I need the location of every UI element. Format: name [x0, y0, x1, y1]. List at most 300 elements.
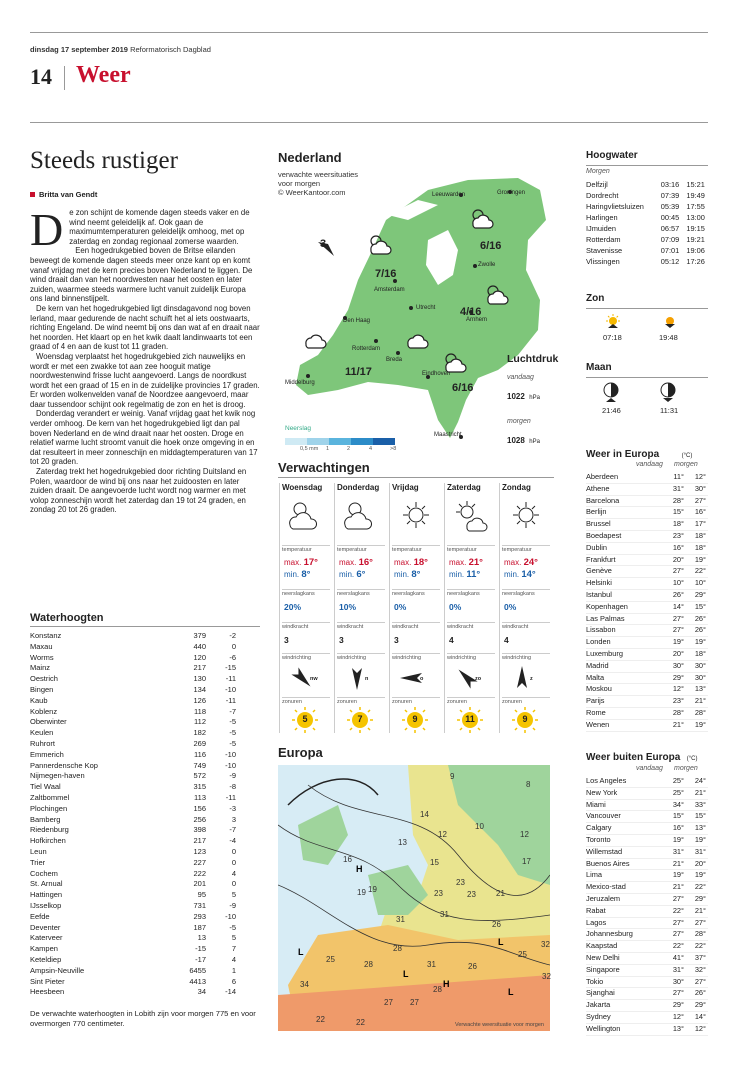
cell-name: Pannerdensche Kop	[30, 760, 98, 770]
forecast-label: windrichting	[502, 653, 550, 661]
cell-change: -11	[225, 674, 236, 684]
weer-europa-header: Weer in Europa (°C)	[586, 449, 693, 460]
cell-name: Ruhrort	[30, 738, 56, 748]
cell-today: 19°	[672, 870, 684, 880]
cell-today: 30°	[672, 660, 684, 670]
table-row	[586, 788, 708, 800]
cell-time: 17:26	[686, 257, 705, 266]
cell-city: Willemstad	[586, 846, 623, 856]
cell-tomorrow: 24°	[694, 776, 706, 785]
forecast-day-zondag	[499, 483, 553, 733]
cell-city: Wellington	[586, 1023, 621, 1033]
cell-today: 22°	[672, 941, 684, 951]
forecast-min-label: min.	[284, 570, 302, 579]
table-row	[586, 673, 708, 685]
forecast-min	[284, 569, 310, 580]
forecast-day-zaterdag	[444, 483, 498, 733]
article-body: De zon schijnt de komende dagen steeds vaker en de wind neemt geleidelijk af. Ook gaan de maximumtemperaturen geleidelijk omhoog, met op zaterdag en zondag regionaal zomerse waarden. Een hogedrukgebied boven de Britse eilanden beweegt de komende dagen steeds meer onze kant op en komt vanaf vrijdag met de kern precies boven Nederland te liggen. De wind draait dan van het noordwesten naar het oosten en later zuiden, waarmee steeds warmere lucht vanuit zuidelijk Europa ons land binnenstijpelt. De kern van het hogedrukgebied ligt dinsdagavond nog boven Ierland, maar gedurende de nacht schuift het al iets oostwaarts, richting Engeland. De wind neemt bij ons dan wat af en draait naar het noorden. Het klaart op en het kwik daalt landinwaarts tot een graad of 4 en aan de kust tot 11 graden. Woensdag verplaatst het hogedrukgebied zich nauwelijks en wordt er met een zwakke tot aan zee hooguit matige noordwestenwind frisse lucht aangevoerd. Langs de noordkust wordt het een graad of 15 en in de zuidelijke provincies 17 graden. Er worden wolkenvelden vanaf de Noordzee aangevoerd, maar daar tussendoor schijnt ook regelmatig de zon en het is droog. Donderdag verandert er weinig. Vanaf vrijdag gaat het kwik nog verder omhoog. De kern van het hogedrukgebied ligt dan pal boven Nederland en de wind draait naar het oosten. Droge en relatief warme lucht stroomt vanuit die hoek onze omgeving in en dat resulteert in meer zonneschijn en middagtemperaturen van 17 tot 20 graden. Zaterdag trekt het hogedrukgebied door richting Duitsland en Polen, waardoor de wind bij ons naar het zuidoosten en later zuiden draait. De aangevoerde lucht wordt nog warmer en met volop zonneschijn wordt het zaterdag dan 19 tot 24 graden, en zondag 20 tot 26 graden.	[30, 204, 260, 515]
wind-direction-label: z	[530, 676, 533, 682]
cell-time: 06:57	[660, 224, 680, 233]
hoogwater-rule	[586, 165, 708, 166]
table-row	[30, 653, 260, 664]
cell-tomorrow: 19°	[694, 637, 706, 647]
article-headline: Steeds rustiger	[30, 147, 178, 174]
cell-tomorrow: 29°	[694, 893, 706, 903]
cell-change: -2	[229, 631, 236, 640]
cell-city: Mexico-stad	[586, 882, 626, 892]
city-label: Rotterdam	[352, 346, 381, 352]
table-row	[586, 847, 708, 859]
cell-today: 21°	[672, 882, 684, 892]
cell-today: 22°	[672, 905, 684, 915]
cell-today: 19°	[672, 834, 684, 844]
table-row	[586, 637, 708, 649]
cell-tomorrow: 18°	[694, 542, 706, 552]
partly-cloudy-icon	[341, 499, 381, 533]
cell-city: Londen	[586, 637, 611, 647]
table-row	[586, 965, 708, 977]
forecast-label: windrichting	[447, 653, 495, 661]
city-label: Utrecht	[416, 305, 436, 311]
forecast-day-name: Woensdag	[282, 483, 323, 492]
cell-name: Katerveer	[30, 933, 63, 943]
table-row	[586, 223, 708, 234]
cell-change: 4	[231, 954, 236, 964]
table-row	[586, 190, 708, 201]
table-row	[30, 869, 260, 880]
cell-tomorrow: 13°	[694, 823, 706, 833]
hoogwater-table	[586, 179, 708, 267]
cell-time: 03:16	[660, 180, 680, 189]
table-row	[30, 707, 260, 718]
table-row	[30, 663, 260, 674]
neerslag-legend-tick: 0,5 mm	[300, 446, 319, 452]
cell-city: Aberdeen	[586, 472, 619, 481]
table-row	[586, 661, 708, 673]
forecast-label: windrichting	[282, 653, 330, 661]
cell-today: 27°	[672, 988, 684, 998]
europa-temp: 12	[520, 830, 529, 839]
waterhoogten-title: Waterhoogten	[30, 612, 104, 624]
forecast-min-value: 6°	[356, 569, 366, 580]
cell-value: 217	[193, 663, 206, 673]
city-label: Breda	[386, 357, 403, 363]
europa-temp: 23	[456, 878, 465, 887]
europa-temp: 26	[468, 962, 477, 971]
cell-value: 13	[197, 933, 206, 943]
cell-change: -7	[229, 825, 236, 835]
cell-today: 28°	[672, 707, 684, 717]
forecast-max	[504, 557, 538, 568]
table-row	[30, 804, 260, 815]
wind-direction-label: zo	[475, 676, 482, 682]
dateline: dinsdag 17 september 2019 Reformatorisch Dagblad	[30, 45, 211, 54]
cell-city: Jeruzalem	[586, 893, 621, 903]
forecast-rain: 20%	[284, 602, 302, 612]
cell-time: 15:21	[686, 180, 705, 189]
cell-today: 34°	[672, 799, 684, 809]
table-row	[586, 496, 708, 508]
neerslag-legend-tick: 2	[347, 446, 351, 452]
forecast-label: temperatuur	[392, 545, 440, 553]
forecast-label: neerslagkans	[337, 589, 385, 597]
europa-temp: 14	[420, 810, 429, 819]
cell-city: Las Palmas	[586, 613, 625, 623]
cell-today: 23°	[672, 696, 684, 706]
nl-temp: 6/16	[480, 240, 502, 252]
nederland-subtitle: verwachte weersituaties voor morgen © WeerKantoor.com	[278, 170, 359, 197]
sun-hours-value: 7	[357, 714, 363, 724]
zon-opkomst: 07:18	[603, 333, 622, 342]
neerslag-legend-tick: 4	[369, 446, 373, 452]
cell-today: 21°	[672, 719, 684, 729]
header-rule	[30, 122, 708, 123]
europa-temp: 27	[384, 998, 393, 1007]
verwachtingen-title: Verwachtingen	[278, 460, 370, 475]
table-row	[30, 815, 260, 826]
table-row	[586, 245, 708, 256]
forecast-day-donderdag	[334, 483, 388, 733]
cell-name: Zaltbommel	[30, 792, 70, 802]
cell-time: 00:45	[660, 213, 680, 222]
cell-city: Toronto	[586, 834, 611, 844]
nl-temp: 4/16	[460, 306, 482, 318]
table-row	[586, 555, 708, 567]
europa-temp: 25	[326, 955, 335, 964]
waterhoogten-rule	[30, 626, 260, 627]
luchtdruk-tomorrow-label: morgen	[507, 418, 531, 425]
cell-tomorrow: 20°	[694, 858, 706, 868]
cell-value: 123	[193, 846, 206, 856]
sun-hours-value: 9	[412, 714, 418, 724]
forecast-label: neerslagkans	[447, 589, 495, 597]
svg-text:L: L	[508, 987, 514, 997]
cell-tomorrow: 12°	[694, 472, 706, 481]
cell-tomorrow: 21°	[694, 905, 706, 915]
cell-name: Tiel Waal	[30, 782, 61, 792]
forecast-label: temperatuur	[282, 545, 330, 553]
wind-direction-icon	[451, 664, 491, 692]
cell-value: 379	[193, 631, 206, 640]
cell-time: 13:00	[686, 213, 705, 222]
article-paragraph: Een hogedrukgebied boven de Britse eilanden beweegt de komende dagen steeds meer onze kant op en komt vanaf vrijdag met de kern precies boven Nederland te liggen. De wind draait dan van het noordwesten naar het oosten en later zuiden, waarmee steeds warmere lucht vanuit zuidelijk Europa ons land binnenstijpelt.	[30, 246, 253, 304]
luchtdruk-today: 1022 hPa	[507, 392, 540, 401]
city-label: Maastricht	[434, 432, 462, 438]
europa-temp: 27	[410, 998, 419, 1007]
cell-value: 269	[193, 738, 206, 748]
forecast-min	[504, 569, 536, 580]
neerslag-legend-tick: 1	[326, 446, 330, 452]
cell-today: 25°	[672, 776, 684, 785]
forecast-wind: 4	[504, 635, 509, 645]
cell-change: -4	[229, 836, 236, 846]
cell-today: 19°	[672, 637, 684, 647]
forecast-min-label: min.	[394, 570, 412, 579]
cell-name: Maxau	[30, 641, 53, 651]
table-row	[30, 966, 260, 977]
cell-city: Lissabon	[586, 625, 616, 635]
forecast-max-label: max.	[394, 558, 414, 567]
sun-hours-value: 9	[522, 714, 528, 724]
cell-city: Istanbul	[586, 589, 612, 599]
cell-city: Lima	[586, 870, 603, 880]
table-row	[586, 472, 708, 484]
table-row	[586, 720, 708, 732]
header-divider	[64, 66, 65, 90]
cell-change: -3	[229, 803, 236, 813]
nl-temp: 11/17	[345, 366, 372, 378]
cell-name: Sint Pieter	[30, 976, 65, 986]
cell-name: St. Arnual	[30, 879, 63, 889]
cell-today: 31°	[672, 964, 684, 974]
cell-change: -14	[225, 987, 236, 997]
city-label: Den Haag	[343, 318, 371, 324]
table-row	[586, 602, 708, 614]
cell-name: Cochem	[30, 868, 58, 878]
table-row	[586, 507, 708, 519]
cell-change: -11	[225, 792, 236, 802]
table-row	[586, 953, 708, 965]
cell-city: Rabat	[586, 905, 606, 915]
cell-name: Oberwinter	[30, 717, 67, 727]
cell-change: -5	[229, 717, 236, 727]
cell-tomorrow: 22°	[694, 941, 706, 951]
table-row	[30, 717, 260, 728]
cell-city: Jakarta	[586, 1000, 611, 1010]
europa-temp: 26	[492, 920, 501, 929]
cell-city: Los Angeles	[586, 776, 627, 785]
europa-temp: 28	[393, 944, 402, 953]
cell-tomorrow: 27°	[694, 917, 706, 927]
forecast-min-value: 8°	[301, 569, 311, 580]
cell-city: Vancouver	[586, 811, 621, 821]
cell-today: 15°	[672, 811, 684, 821]
weer-europa-table	[586, 472, 708, 732]
forecast-label: neerslagkans	[502, 589, 550, 597]
table-row	[30, 890, 260, 901]
table-row	[586, 823, 708, 835]
forecast-max-label: max.	[449, 558, 469, 567]
cell-change: -10	[225, 749, 236, 759]
table-row	[30, 674, 260, 685]
table-row	[586, 519, 708, 531]
waterhoogten-note: De verwachte waterhoogten in Lobith zijn voor morgen 775 en voor overmorgen 770 centimeter.	[30, 1009, 256, 1028]
cell-city: Madrid	[586, 660, 609, 670]
weer-buiten-table	[586, 776, 708, 1036]
cell-change: -8	[229, 782, 236, 792]
svg-text:L: L	[498, 937, 504, 947]
forecast-label: windkracht	[502, 622, 550, 630]
cell-change: 5	[231, 933, 236, 943]
nl-temp: 7/16	[375, 268, 397, 280]
table-row	[586, 1012, 708, 1024]
forecast-max	[449, 557, 483, 568]
wind-direction-icon	[341, 664, 381, 692]
table-row	[586, 894, 708, 906]
cell-value: 120	[193, 652, 206, 662]
city-label: Amsterdam	[374, 287, 405, 293]
cell-time: 05:39	[660, 202, 680, 211]
cell-today: 29°	[672, 1000, 684, 1010]
forecast-day-woensdag	[279, 483, 333, 733]
wind-direction-label: nw	[310, 676, 318, 682]
cell-today: 12°	[672, 1011, 684, 1021]
europa-credit: Verwachte weersituatie voor morgen	[455, 1022, 544, 1028]
cell-value: 182	[193, 728, 206, 738]
cell-value: -17	[195, 954, 206, 964]
article-byline: Britta van Gendt	[30, 190, 97, 199]
svg-text:H: H	[443, 979, 450, 989]
cell-change: 1	[231, 965, 236, 975]
cell-change: -6	[229, 652, 236, 662]
nl-wind-force: 3	[320, 238, 327, 250]
forecast-min	[394, 569, 420, 580]
cell-tomorrow: 28°	[694, 707, 706, 717]
maan-rule	[586, 377, 708, 378]
cell-today: 16°	[672, 542, 684, 552]
cell-today: 12°	[672, 684, 684, 694]
city-label: Arnhem	[466, 317, 488, 323]
luchtdruk-title: Luchtdruk	[507, 353, 559, 365]
europa-temp: 13	[398, 838, 407, 847]
forecast-max-value: 21°	[468, 557, 483, 568]
cell-value: 315	[193, 782, 206, 792]
cell-value: 112	[194, 717, 206, 727]
cell-tomorrow: 29°	[694, 1000, 706, 1010]
wind-direction-icon	[286, 664, 326, 692]
cell-today: 14°	[672, 601, 684, 611]
cell-tomorrow: 15°	[694, 601, 706, 611]
cell-change: -7	[229, 706, 236, 716]
hoogwater-sublabel: Morgen	[586, 168, 610, 175]
cell-name: Hofkirchen	[30, 836, 66, 846]
cell-value: 187	[193, 922, 206, 932]
table-row	[586, 696, 708, 708]
cell-value: 222	[193, 868, 206, 878]
cell-time: 05:12	[660, 257, 680, 266]
cell-time: 19:06	[686, 246, 705, 255]
table-row	[30, 739, 260, 750]
cell-change: 5	[231, 890, 236, 900]
forecast-day-name: Donderdag	[337, 483, 380, 492]
cell-tomorrow: 19°	[694, 870, 706, 880]
table-row	[586, 906, 708, 918]
wind-direction-icon	[396, 664, 436, 692]
table-row	[586, 543, 708, 555]
cell-name: Dordrecht	[586, 191, 619, 200]
cell-today: 27°	[672, 566, 684, 576]
cell-change: -5	[229, 738, 236, 748]
cell-today: 20°	[672, 554, 684, 564]
cell-city: Buenos Aires	[586, 858, 630, 868]
table-row	[586, 870, 708, 882]
cell-today: 20°	[672, 648, 684, 658]
cell-city: Singapore	[586, 964, 620, 974]
cell-tomorrow: 22°	[694, 566, 706, 576]
cell-city: Sydney	[586, 1011, 611, 1021]
table-row	[586, 649, 708, 661]
cell-name: Deventer	[30, 922, 61, 932]
table-row	[30, 782, 260, 793]
cell-value: 256	[193, 814, 206, 824]
cell-tomorrow: 14°	[694, 1011, 706, 1021]
cell-name: Emmerich	[30, 749, 64, 759]
cell-today: 10°	[672, 578, 684, 588]
cell-name: Vlissingen	[586, 257, 620, 266]
forecast-max-value: 16°	[358, 557, 373, 568]
cell-tomorrow: 21°	[694, 696, 706, 706]
cell-time: 17:55	[686, 202, 705, 211]
europa-temp: 32	[541, 940, 550, 949]
partly-cloudy-icon	[286, 499, 326, 533]
cell-value: 134	[193, 684, 206, 694]
cell-today: 30°	[672, 976, 684, 986]
forecast-label: windkracht	[447, 622, 495, 630]
cell-change: 4	[231, 868, 236, 878]
europa-temp: 17	[522, 857, 531, 866]
cell-name: Kaub	[30, 695, 48, 705]
europa-temp: 31	[427, 960, 436, 969]
table-row	[30, 642, 260, 653]
cell-value: 227	[193, 857, 206, 867]
table-row	[30, 761, 260, 772]
cell-tomorrow: 26°	[694, 988, 706, 998]
cell-change: 0	[231, 879, 236, 889]
cell-change: -9	[229, 900, 236, 910]
cell-tomorrow: 27°	[694, 976, 706, 986]
cell-tomorrow: 15°	[694, 811, 706, 821]
neerslag-legend-tick: >8	[390, 446, 397, 452]
table-row	[30, 836, 260, 847]
nederland-title: Nederland	[278, 150, 342, 165]
table-row	[30, 847, 260, 858]
cell-today: 23°	[672, 530, 684, 540]
table-row	[30, 879, 260, 890]
forecast-wind: 4	[449, 635, 454, 645]
europa-temp: 34	[300, 980, 309, 989]
cell-today: 27°	[672, 929, 684, 939]
forecast-day-name: Zondag	[502, 483, 531, 492]
cell-city: New Delhi	[586, 952, 620, 962]
cell-change: -15	[225, 663, 236, 673]
wind-direction-label: o	[420, 676, 424, 682]
forecast-wind: 3	[394, 635, 399, 645]
cell-value: 6455	[189, 965, 206, 975]
forecast-rain: 0%	[394, 602, 407, 612]
cell-value: 130	[193, 674, 206, 684]
cell-city: Parijs	[586, 696, 605, 706]
europa-title: Europa	[278, 745, 323, 760]
cell-change: -10	[225, 684, 236, 694]
forecast-label: zonuren	[502, 697, 550, 705]
forecast-max	[284, 557, 318, 568]
cell-city: Miami	[586, 799, 606, 809]
cell-city: Kaapstad	[586, 941, 618, 951]
table-row	[30, 728, 260, 739]
europa-temp: 8	[526, 780, 531, 789]
table-row	[586, 708, 708, 720]
europa-temp: 12	[438, 830, 447, 839]
sun-icon	[598, 312, 688, 332]
cell-time: 19:15	[686, 224, 705, 233]
cell-value: 116	[194, 749, 206, 759]
table-row	[586, 776, 708, 788]
cell-today: 27°	[672, 917, 684, 927]
forecast-label: zonuren	[447, 697, 495, 705]
cell-change: 6	[231, 976, 236, 986]
cell-city: Barcelona	[586, 495, 620, 505]
europa-temp: 21	[496, 889, 505, 898]
